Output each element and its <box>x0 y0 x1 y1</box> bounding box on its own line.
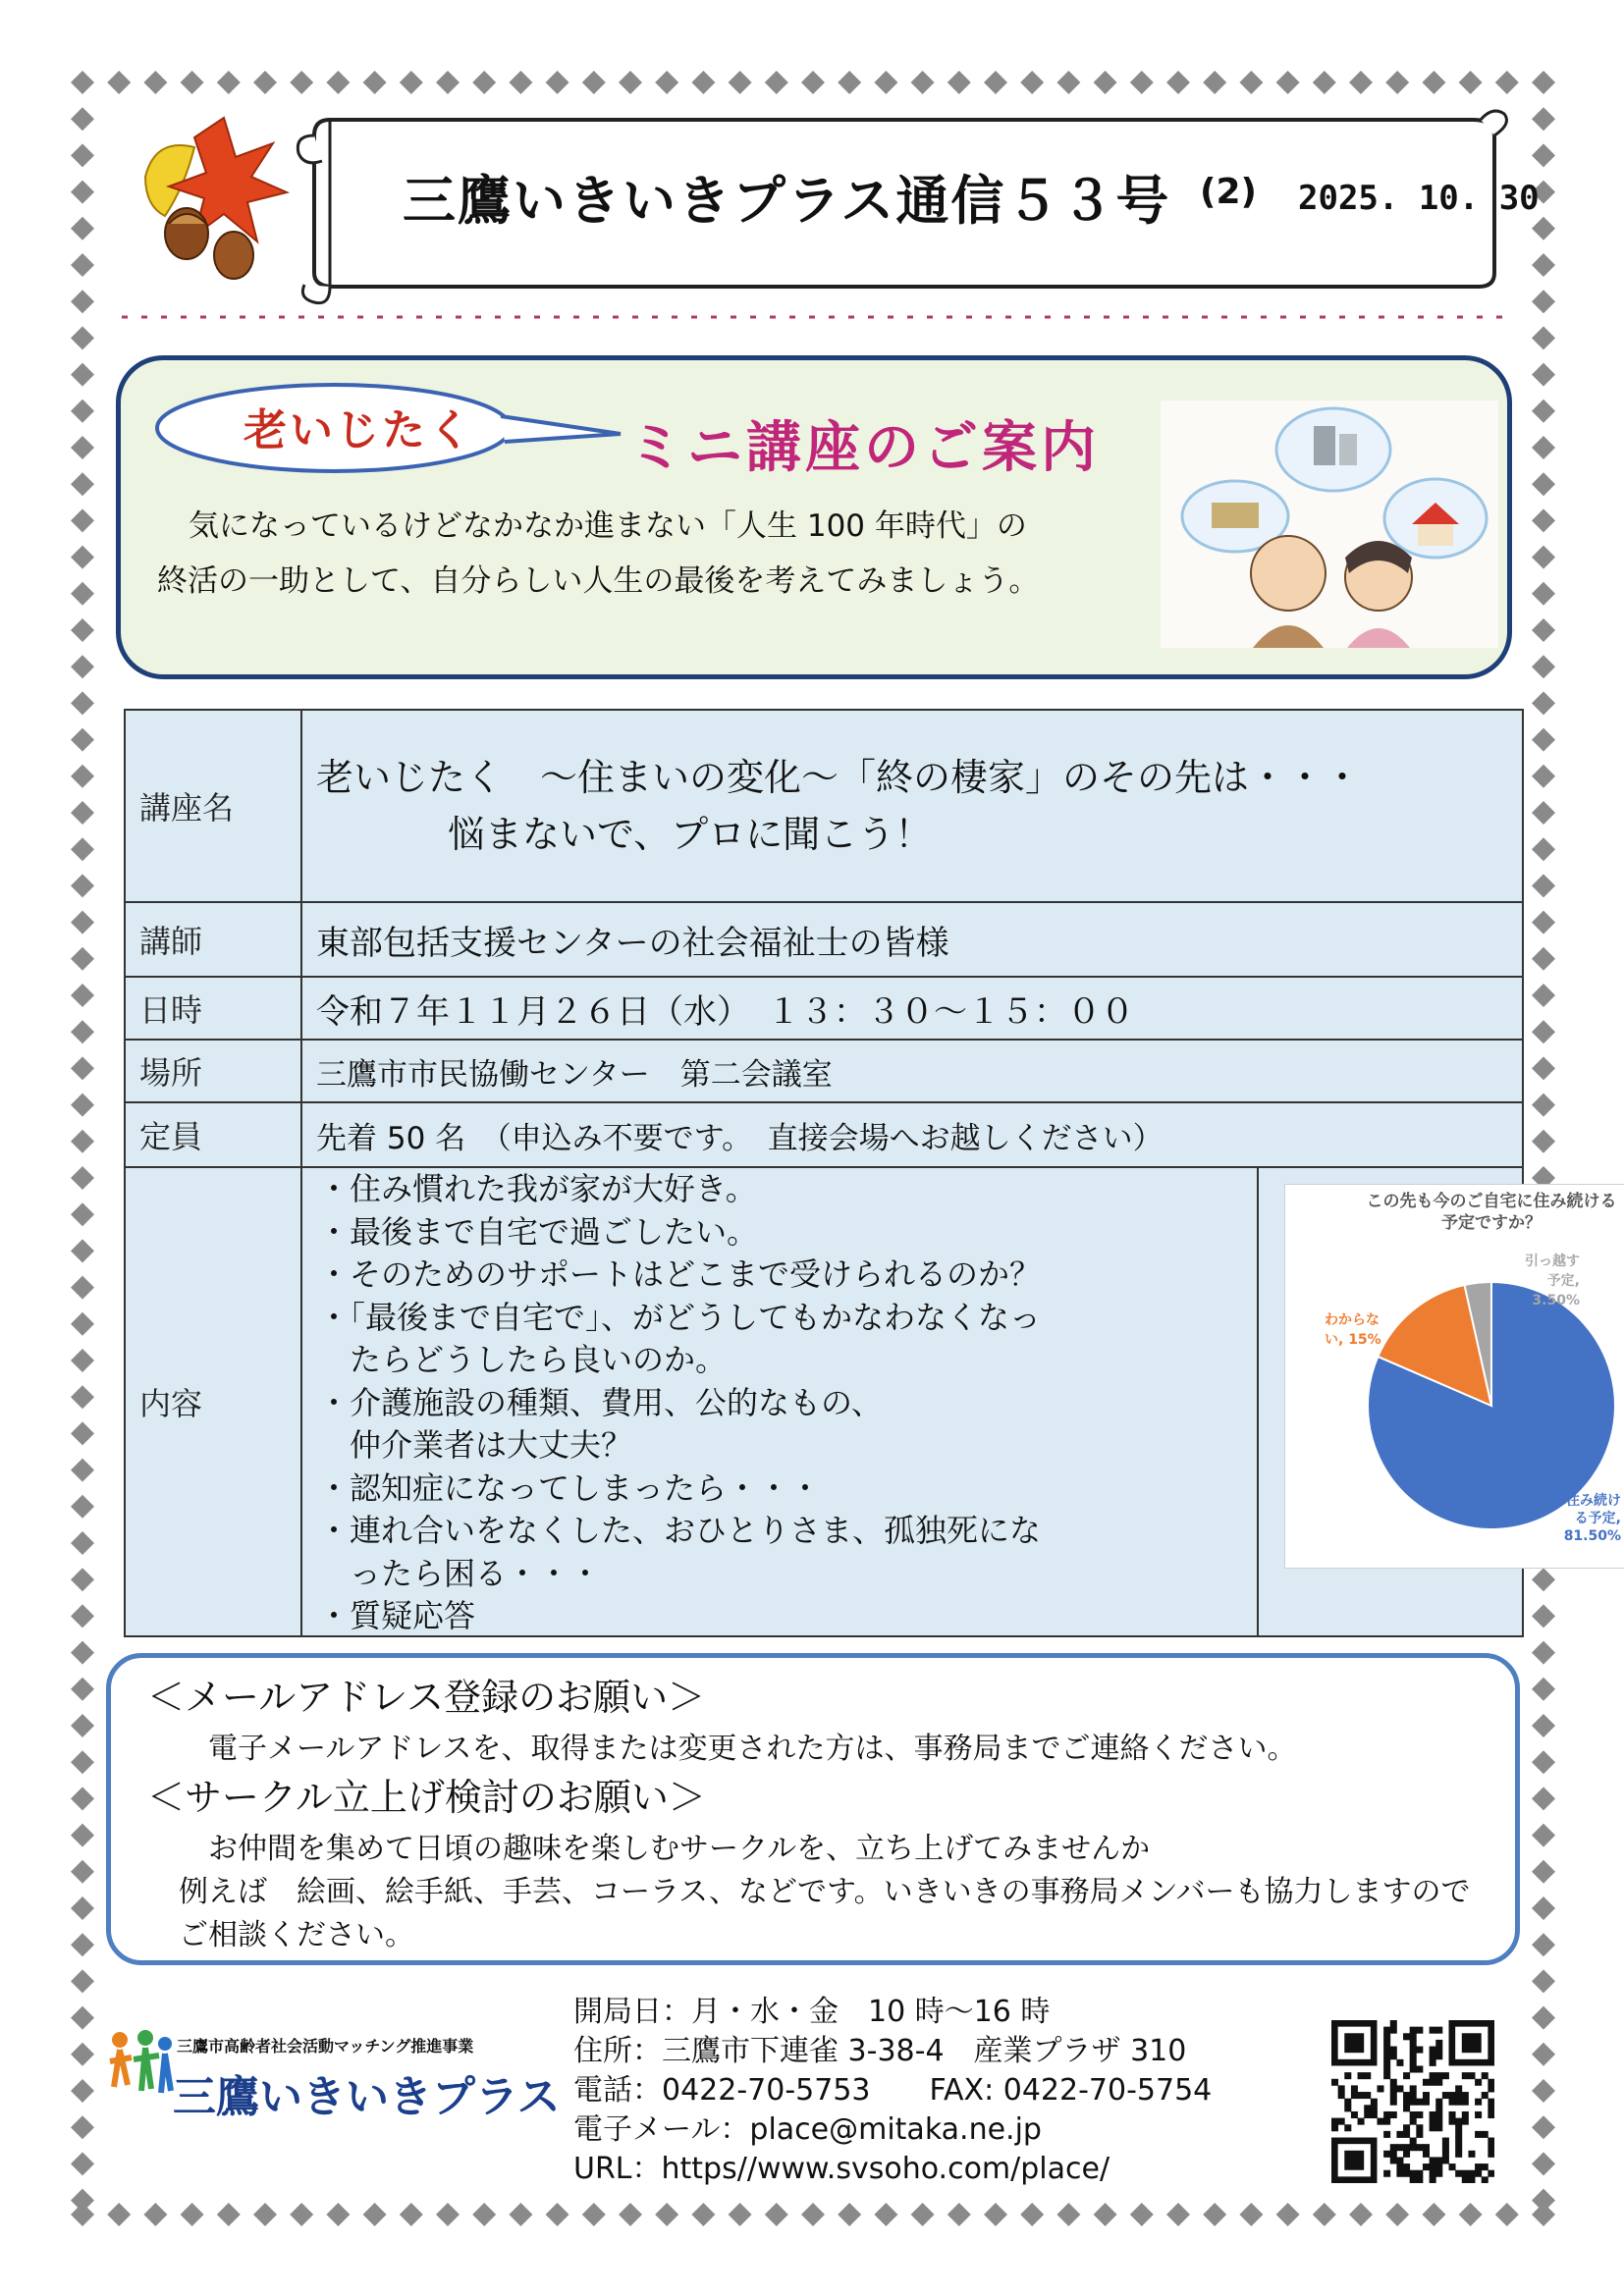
border-diamond <box>1532 1020 1555 1043</box>
border-diamond <box>1532 546 1555 569</box>
course-name-cell <box>301 710 1523 902</box>
teacher-label: 講師 <box>125 902 301 977</box>
border-diamond <box>1532 655 1555 678</box>
border-diamond <box>1276 2203 1300 2226</box>
border-diamond <box>71 436 94 459</box>
border-diamond <box>71 1094 94 1117</box>
border-diamond <box>509 2203 532 2226</box>
border-diamond <box>1532 1056 1555 1080</box>
border-diamond <box>71 874 94 897</box>
border-diamond <box>143 2203 167 2226</box>
border-diamond <box>1532 253 1555 277</box>
label-move-line1: 引っ越す <box>1525 1254 1580 1269</box>
border-diamond <box>472 2203 496 2226</box>
border-diamond <box>838 71 861 94</box>
border-diamond <box>1532 290 1555 313</box>
course-name-line1: 老いじたく ～住まいの変化～「終の棲家」のその先は・・・ <box>316 756 1362 799</box>
label-stay-value: 81.50% <box>1563 1528 1621 1544</box>
table-row-capacity <box>125 1102 1523 1167</box>
border-diamond <box>71 1714 94 1737</box>
border-diamond <box>1532 1130 1555 1153</box>
border-diamond <box>71 691 94 715</box>
border-diamond <box>1532 1604 1555 1628</box>
border-diamond <box>71 1604 94 1628</box>
border-diamond <box>1166 2203 1190 2226</box>
border-diamond <box>1532 947 1555 971</box>
issue-date: 2025. 10. 30 <box>1298 179 1540 218</box>
border-diamond <box>1532 1678 1555 1701</box>
email-notice-heading: ＜メールアドレス登録のお願い＞ <box>147 1676 706 1719</box>
border-diamond <box>71 2043 94 2066</box>
website-url[interactable]: URL：https//www.svsoho.com/place/ <box>573 2152 1110 2186</box>
border-diamond <box>1532 143 1555 167</box>
border-diamond <box>655 71 678 94</box>
border-diamond <box>181 71 204 94</box>
label-move-line2: 予定, <box>1546 1273 1580 1289</box>
border-diamond <box>400 71 423 94</box>
border-diamond <box>1532 217 1555 240</box>
content-item: ・最後まで自宅で過ごしたい。 <box>318 1212 759 1251</box>
border-diamond <box>1532 1933 1555 1956</box>
border-diamond <box>1532 582 1555 606</box>
border-diamond <box>1020 2203 1044 2226</box>
elderly-couple-illustration <box>1161 400 1498 648</box>
border-diamond <box>71 1459 94 1482</box>
place-label: 場所 <box>125 1040 301 1102</box>
border-diamond <box>107 71 131 94</box>
chart-divider <box>1257 1168 1259 1635</box>
border-diamond <box>729 71 752 94</box>
border-diamond <box>1459 2203 1483 2226</box>
content-item: ・質疑応答 <box>318 1597 476 1634</box>
border-diamond <box>1532 508 1555 532</box>
border-diamond <box>1130 2203 1154 2226</box>
border-diamond <box>1203 71 1226 94</box>
circle-notice-text2: 例えば 絵画、絵手紙、手芸、コーラス、などです。いきいきの事務局メンバーも協力しますので <box>179 1875 1471 1909</box>
border-diamond <box>253 2203 277 2226</box>
border-diamond <box>1532 472 1555 496</box>
course-name-label: 講座名 <box>125 710 301 902</box>
border-diamond <box>363 71 387 94</box>
intro-text-line1: 気になっているけどなかなか進まない「人生 100 年時代」の <box>189 508 1027 544</box>
border-diamond <box>71 508 94 532</box>
border-diamond <box>1422 71 1445 94</box>
border-diamond <box>1532 1860 1555 1884</box>
table-row-teacher <box>125 902 1523 977</box>
border-diamond <box>71 2079 94 2103</box>
border-diamond <box>71 181 94 204</box>
border-diamond <box>71 1202 94 1226</box>
border-diamond <box>71 1385 94 1409</box>
border-diamond <box>71 2189 94 2213</box>
border-diamond <box>1532 2043 1555 2066</box>
chart-title-line2: 予定ですか？ <box>1441 1213 1542 1233</box>
border-diamond <box>71 655 94 678</box>
qr-code[interactable] <box>1331 2020 1494 2183</box>
circle-notice-text1: お仲間を集めて日頃の趣味を楽しむサークルを、立ち上げてみませんか <box>208 1832 1151 1866</box>
date-value: 令和７年１１月２６日（水） １３：３０～１５：００ <box>301 977 1523 1040</box>
border-diamond <box>71 2152 94 2175</box>
border-diamond <box>1532 2152 1555 2175</box>
border-diamond <box>582 71 606 94</box>
border-diamond <box>71 947 94 971</box>
border-diamond <box>1385 71 1409 94</box>
border-diamond <box>71 1896 94 1920</box>
border-diamond <box>1532 2006 1555 2030</box>
border-diamond <box>71 1787 94 1810</box>
border-diamond <box>1094 71 1117 94</box>
border-diamond <box>71 107 94 131</box>
border-diamond <box>71 1824 94 1847</box>
border-diamond <box>290 71 313 94</box>
border-diamond <box>71 728 94 752</box>
border-diamond <box>1349 2203 1373 2226</box>
border-diamond <box>1495 2203 1519 2226</box>
border-diamond <box>1130 71 1154 94</box>
border-diamond <box>838 2203 861 2226</box>
border-diamond <box>1532 1787 1555 1810</box>
border-diamond <box>984 71 1007 94</box>
border-diamond <box>71 143 94 167</box>
border-diamond <box>326 2203 350 2226</box>
border-diamond <box>1532 837 1555 861</box>
label-unsure-line2: い, 15% <box>1325 1332 1381 1348</box>
border-diamond <box>1532 400 1555 423</box>
email-notice-text: 電子メールアドレスを、取得または変更された方は、事務局までご連絡ください。 <box>208 1732 1297 1766</box>
border-diamond <box>71 618 94 642</box>
border-diamond <box>143 71 167 94</box>
border-diamond <box>71 1641 94 1665</box>
border-diamond <box>71 1312 94 1336</box>
newsletter-title: 三鷹いきいきプラス通信５３号 <box>403 170 1171 232</box>
border-diamond <box>1276 71 1300 94</box>
border-diamond <box>71 1969 94 1993</box>
border-diamond <box>1532 2079 1555 2103</box>
border-diamond <box>1532 363 1555 387</box>
border-diamond <box>1532 765 1555 788</box>
circle-notice-text3: ご相談ください。 <box>179 1918 414 1952</box>
border-diamond <box>363 2203 387 2226</box>
border-diamond <box>71 1933 94 1956</box>
border-diamond <box>765 2203 788 2226</box>
table-row-place <box>125 1040 1523 1102</box>
border-diamond <box>1166 71 1190 94</box>
border-diamond <box>71 1239 94 1262</box>
border-diamond <box>71 546 94 569</box>
border-diamond <box>1532 1714 1555 1737</box>
border-diamond <box>801 71 825 94</box>
border-diamond <box>1532 2115 1555 2139</box>
border-diamond <box>1532 1969 1555 1993</box>
phone-fax: 電話：0422-70-5753 FAX: 0422-70-5754 <box>573 2073 1213 2108</box>
border-diamond <box>71 290 94 313</box>
border-diamond <box>71 1860 94 1884</box>
border-diamond <box>71 1678 94 1701</box>
border-diamond <box>71 1056 94 1080</box>
border-diamond <box>874 71 897 94</box>
border-diamond <box>691 2203 715 2226</box>
border-diamond <box>71 1020 94 1043</box>
border-diamond <box>546 71 569 94</box>
border-diamond <box>582 2203 606 2226</box>
border-diamond <box>71 801 94 825</box>
address: 住所：三鷹市下連雀 3-38-4 産業プラザ 310 <box>573 2034 1187 2068</box>
place-value: 三鷹市市民協働センター 第二会議室 <box>301 1040 1523 1102</box>
border-diamond <box>71 253 94 277</box>
border-diamond <box>1532 1750 1555 1774</box>
border-diamond <box>436 2203 460 2226</box>
border-diamond <box>1532 2189 1555 2213</box>
border-diamond <box>1239 71 1263 94</box>
border-diamond <box>765 71 788 94</box>
border-diamond <box>1495 71 1519 94</box>
border-diamond <box>1239 2203 1263 2226</box>
page-number: (2) <box>1200 172 1257 212</box>
border-diamond <box>1532 618 1555 642</box>
label-stay-line2: る予定, <box>1574 1511 1621 1526</box>
border-diamond <box>655 2203 678 2226</box>
label-unsure-line1: わからな <box>1325 1312 1380 1328</box>
content-item: たらどうしたら良いのか。 <box>350 1341 728 1378</box>
content-list <box>318 1168 1123 1638</box>
border-diamond <box>71 71 94 94</box>
border-diamond <box>400 2203 423 2226</box>
capacity-label: 定員 <box>125 1102 301 1167</box>
border-diamond <box>1532 107 1555 131</box>
border-diamond <box>947 2203 971 2226</box>
people-logo-icon <box>106 2028 175 2107</box>
border-diamond <box>1532 728 1555 752</box>
content-item: ったら困る・・・ <box>350 1554 602 1592</box>
border-diamond <box>1203 2203 1226 2226</box>
table-row-course-name <box>125 710 1523 902</box>
border-diamond <box>472 71 496 94</box>
org-subtitle: 三鷹市高齢者社会活動マッチング推進事業 <box>177 2037 474 2056</box>
content-item: ・連れ合いをなくした、おひとりさま、孤独死にな <box>318 1512 1042 1549</box>
content-item: ・「最後まで自宅で」、がどうしてもかなわなくなっ <box>318 1298 1042 1336</box>
border-diamond <box>217 71 241 94</box>
teacher-value: 東部包括支援センターの社会福祉士の皆様 <box>301 902 1523 977</box>
border-diamond <box>1532 984 1555 1007</box>
border-diamond <box>71 1531 94 1555</box>
border-diamond <box>71 582 94 606</box>
content-item: ・認知症になってしまったら・・・ <box>318 1468 822 1507</box>
border-diamond <box>509 71 532 94</box>
open-days: 開局日：月・水・金 10 時～16 時 <box>573 1995 1051 2029</box>
border-diamond <box>71 363 94 387</box>
border-diamond <box>691 71 715 94</box>
mini-course-title: ミニ講座のご案内 <box>628 416 1100 480</box>
content-cell <box>301 1167 1621 1636</box>
border-diamond <box>71 837 94 861</box>
content-label: 内容 <box>125 1167 301 1636</box>
border-diamond <box>1532 1896 1555 1920</box>
border-diamond <box>71 1421 94 1445</box>
border-diamond <box>71 1349 94 1372</box>
border-diamond <box>326 71 350 94</box>
border-diamond <box>729 2203 752 2226</box>
border-diamond <box>71 765 94 788</box>
border-diamond <box>911 2203 935 2226</box>
border-diamond <box>71 1276 94 1300</box>
intro-text-line2: 終活の一助として、自分らしい人生の最後を考えてみましょう。 <box>157 563 1040 599</box>
capacity-value: 先着 50 名 （申込み不要です。 直接会場へお越しください） <box>301 1102 1523 1167</box>
border-diamond <box>1532 1824 1555 1847</box>
border-diamond <box>436 71 460 94</box>
content-item: ・そのためのサポートはどこまで受けられるのか？ <box>318 1255 1042 1293</box>
border-diamond <box>181 2203 204 2226</box>
table-row-date <box>125 977 1523 1040</box>
border-diamond <box>1532 1641 1555 1665</box>
pie-chart-box <box>1284 1184 1624 1569</box>
border-diamond <box>1313 71 1336 94</box>
table-row-content <box>125 1167 1523 1636</box>
border-diamond <box>71 2115 94 2139</box>
course-name-line2: 悩まないで、プロに聞こう！ <box>448 813 933 856</box>
border-diamond <box>107 2203 131 2226</box>
chart-title-line1: この先も今のご自宅に住み続ける <box>1366 1192 1617 1211</box>
border-diamond <box>1532 71 1555 94</box>
border-diamond <box>1532 874 1555 897</box>
border-diamond <box>1532 436 1555 459</box>
dotted-divider <box>122 312 1506 322</box>
autumn-leaves-icon <box>126 108 293 285</box>
border-diamond <box>71 326 94 349</box>
border-diamond <box>1056 71 1080 94</box>
date-label: 日時 <box>125 977 301 1040</box>
border-diamond <box>71 984 94 1007</box>
border-diamond <box>71 217 94 240</box>
border-diamond <box>71 1495 94 1519</box>
border-diamond <box>71 1166 94 1190</box>
content-item: ・介護施設の種類、費用、公的なもの、 <box>318 1383 883 1421</box>
border-diamond <box>911 71 935 94</box>
content-item: 仲介業者は大丈夫？ <box>350 1426 633 1464</box>
border-diamond <box>947 71 971 94</box>
pie-chart <box>1285 1185 1624 1568</box>
border-diamond <box>801 2203 825 2226</box>
border-diamond <box>984 2203 1007 2226</box>
circle-notice-heading: ＜サークル立上げ検討のお願い＞ <box>147 1776 706 1819</box>
bubble-label: 老いじたく <box>244 405 474 455</box>
border-diamond <box>1532 801 1555 825</box>
border-diamond <box>71 472 94 496</box>
course-info-table <box>124 709 1621 1637</box>
border-diamond <box>1349 71 1373 94</box>
border-diamond <box>71 2006 94 2030</box>
border-diamond <box>71 911 94 934</box>
border-diamond <box>71 400 94 423</box>
border-diamond <box>1459 71 1483 94</box>
label-move-value: 3.50% <box>1532 1293 1580 1308</box>
border-diamond <box>1056 2203 1080 2226</box>
border-diamond <box>1532 911 1555 934</box>
border-diamond <box>1313 2203 1336 2226</box>
org-name: 三鷹いきいきプラス <box>173 2072 561 2122</box>
border-diamond <box>619 2203 642 2226</box>
label-stay-line1: 住み続け <box>1566 1493 1621 1509</box>
border-diamond <box>253 71 277 94</box>
border-diamond <box>1020 71 1044 94</box>
border-diamond <box>71 1750 94 1774</box>
border-diamond <box>1532 1568 1555 1591</box>
border-diamond <box>1422 2203 1445 2226</box>
border-diamond <box>1385 2203 1409 2226</box>
border-diamond <box>290 2203 313 2226</box>
border-diamond <box>71 1130 94 1153</box>
border-diamond <box>619 71 642 94</box>
content-item: ・住み慣れた我が家が大好き。 <box>318 1170 757 1207</box>
border-diamond <box>1532 326 1555 349</box>
border-diamond <box>1532 691 1555 715</box>
border-diamond <box>71 1568 94 1591</box>
border-diamond <box>546 2203 569 2226</box>
border-diamond <box>217 2203 241 2226</box>
border-diamond <box>1532 1094 1555 1117</box>
email-address[interactable]: 電子メール：place@mitaka.ne.jp <box>573 2112 1042 2147</box>
border-diamond <box>874 2203 897 2226</box>
border-diamond <box>1094 2203 1117 2226</box>
